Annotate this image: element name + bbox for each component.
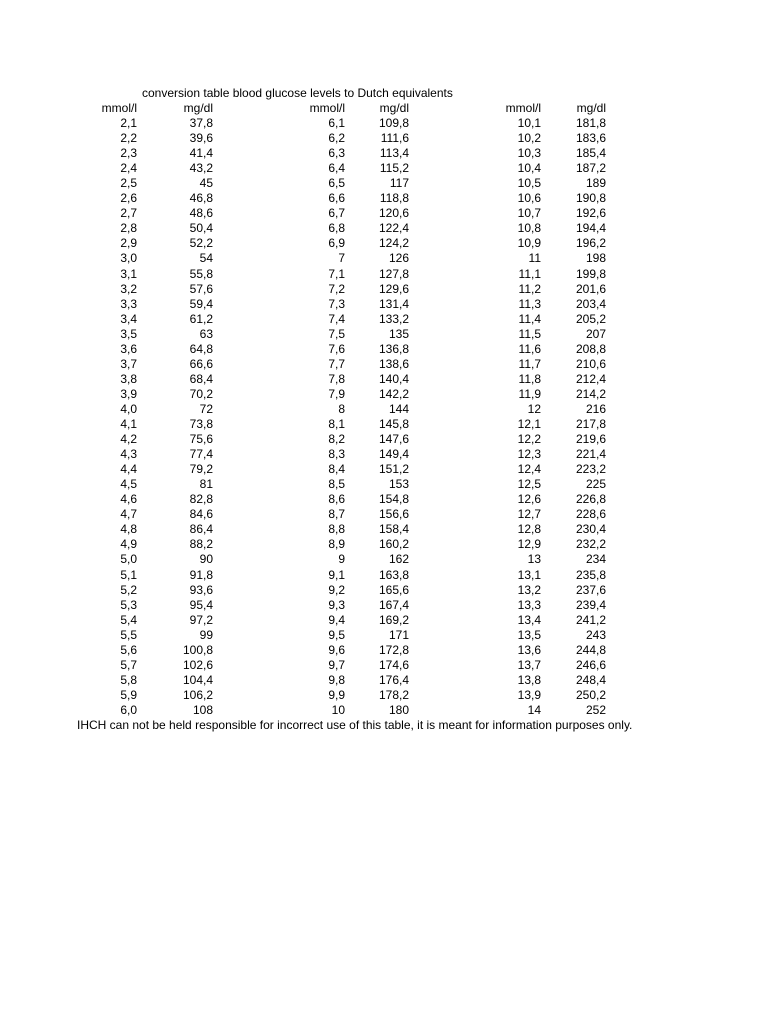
table-cell-mg-dl: 88,2 [189,537,213,552]
table-cell-mg-dl: 210,6 [575,356,606,371]
table-cell-mmol-l: 3,2 [120,281,137,296]
table-cell-mmol-l: 6,2 [328,131,345,146]
table-cell-mmol-l: 13,4 [517,612,541,627]
table-cell-mmol-l: 4,1 [120,417,137,431]
table-cell-mmol-l: 5,6 [120,642,137,657]
table-cell-mmol-l: 2,7 [120,206,137,221]
table-cell-mg-dl: 59,4 [189,296,213,311]
table-cell-mg-dl: 230,4 [575,522,606,537]
table-cell-mg-dl: 86,4 [189,522,213,537]
table-cell-mmol-l: 4,7 [120,507,137,522]
table-cell-mmol-l: 6,9 [328,236,345,251]
column-header-mg-dl-3: mg/dl [576,101,606,115]
table-cell-mg-dl: 72 [199,401,213,416]
table-cell-mmol-l: 13,2 [517,582,541,597]
table-cell-mg-dl: 50,4 [189,221,213,236]
table-cell-mg-dl: 171 [388,627,409,642]
table-cell-mg-dl: 102,6 [182,657,213,672]
table-cell-mmol-l: 8,5 [328,477,345,492]
column-header-mmol-l-3: mmol/l [505,101,541,115]
table-cell-mmol-l: 8,1 [328,417,345,431]
table-cell-mmol-l: 14 [527,702,541,717]
table-cell-mmol-l: 3,3 [120,296,137,311]
table-cell-mg-dl: 115,2 [379,161,409,176]
table-cell-mmol-l: 2,8 [120,221,137,236]
table-cell-mg-dl: 154,8 [378,492,409,507]
table-cell-mg-dl: 73,8 [189,417,213,431]
table-cell-mg-dl: 95,4 [189,597,213,612]
table-cell-mmol-l: 3,0 [120,251,137,266]
table-cell-mmol-l: 6,8 [328,221,345,236]
table-cell-mmol-l: 11,8 [518,371,541,386]
table-cell-mg-dl: 201,6 [575,281,606,296]
table-cell-mmol-l: 4,2 [120,432,137,447]
table-cell-mmol-l: 8,9 [328,537,345,552]
table-cell-mg-dl: 151,2 [378,462,409,477]
page-title: conversion table blood glucose levels to Dutch equivalents [142,86,453,100]
table-cell-mg-dl: 140,4 [378,371,409,386]
table-cell-mg-dl: 178,2 [378,687,409,702]
table-cell-mmol-l: 5,9 [120,687,137,702]
table-cell-mg-dl: 108 [192,702,213,717]
table-cell-mmol-l: 7,7 [328,356,345,371]
table-cell-mmol-l: 13,6 [517,642,541,657]
table-cell-mg-dl: 212,4 [575,371,606,386]
table-cell-mmol-l: 6,1 [328,116,345,130]
table-cell-mmol-l: 8,6 [328,492,345,507]
table-cell-mg-dl: 196,2 [575,236,606,251]
table-cell-mg-dl: 237,6 [575,582,606,597]
table-cell-mg-dl: 45 [199,176,213,191]
table-cell-mmol-l: 2,1 [120,116,137,130]
table-cell-mmol-l: 10,5 [517,176,541,191]
table-cell-mmol-l: 13,5 [517,627,541,642]
table-cell-mmol-l: 9,4 [328,612,345,627]
table-cell-mg-dl: 190,8 [575,191,606,206]
table-cell-mmol-l: 6,6 [328,191,345,206]
table-cell-mmol-l: 4,8 [120,522,137,537]
table-cell-mmol-l: 12,8 [517,522,541,537]
table-cell-mmol-l: 10,9 [517,236,541,251]
table-cell-mg-dl: 43,2 [189,161,213,176]
table-cell-mg-dl: 113,4 [379,146,409,161]
table-cell-mmol-l: 9,1 [328,567,345,582]
table-cell-mmol-l: 3,9 [120,386,137,401]
table-cell-mmol-l: 6,7 [328,206,345,221]
table-cell-mmol-l: 13,3 [517,597,541,612]
table-cell-mg-dl: 199,8 [575,266,606,281]
table-cell-mmol-l: 11,4 [518,311,541,326]
table-cell-mmol-l: 7,4 [328,311,345,326]
table-cell-mmol-l: 11 [528,251,541,266]
table-cell-mmol-l: 2,2 [120,131,137,146]
table-cell-mg-dl: 234 [585,552,606,567]
table-cell-mg-dl: 124,2 [378,236,409,251]
table-cell-mmol-l: 11,7 [518,356,541,371]
table-cell-mmol-l: 8 [338,401,345,416]
table-cell-mg-dl: 243 [585,627,606,642]
table-cell-mmol-l: 7 [338,251,345,266]
table-cell-mmol-l: 4,4 [120,462,137,477]
table-cell-mg-dl: 68,4 [189,371,213,386]
table-cell-mmol-l: 12,4 [517,462,541,477]
table-cell-mmol-l: 3,8 [120,371,137,386]
table-cell-mg-dl: 180 [388,702,409,717]
table-cell-mmol-l: 5,1 [120,567,137,582]
table-cell-mg-dl: 216 [585,401,606,416]
table-cell-mg-dl: 77,4 [189,447,213,462]
table-cell-mmol-l: 11,1 [518,266,541,281]
table-cell-mg-dl: 117 [389,176,409,191]
table-cell-mg-dl: 226,8 [575,492,606,507]
table-cell-mg-dl: 111,6 [380,131,409,146]
table-cell-mg-dl: 127,8 [378,266,409,281]
table-cell-mg-dl: 153 [388,477,409,492]
table-cell-mmol-l: 12,7 [517,507,541,522]
table-cell-mmol-l: 8,8 [328,522,345,537]
table-cell-mmol-l: 10,6 [517,191,541,206]
table-cell-mmol-l: 8,7 [328,507,345,522]
table-cell-mg-dl: 252 [585,702,606,717]
table-cell-mg-dl: 241,2 [575,612,606,627]
table-cell-mg-dl: 198 [585,251,606,266]
table-cell-mg-dl: 97,2 [189,612,213,627]
table-cell-mg-dl: 223,2 [575,462,606,477]
table-cell-mmol-l: 7,8 [328,371,345,386]
table-cell-mmol-l: 9,2 [328,582,345,597]
table-cell-mg-dl: 172,8 [378,642,409,657]
table-cell-mmol-l: 12,6 [517,492,541,507]
table-cell-mmol-l: 13,1 [517,567,541,582]
table-cell-mmol-l: 9,5 [328,627,345,642]
table-cell-mg-dl: 133,2 [378,311,409,326]
table-cell-mg-dl: 165,6 [378,582,409,597]
table-cell-mg-dl: 39,6 [189,131,213,146]
table-cell-mg-dl: 144 [388,401,409,416]
table-cell-mg-dl: 52,2 [189,236,213,251]
table-cell-mg-dl: 187,2 [575,161,606,176]
table-cell-mmol-l: 7,6 [328,341,345,356]
table-cell-mmol-l: 12,1 [517,417,541,431]
table-cell-mg-dl: 46,8 [189,191,213,206]
table-cell-mmol-l: 9,8 [328,672,345,687]
table-cell-mmol-l: 10,7 [517,206,541,221]
table-cell-mmol-l: 6,5 [328,176,345,191]
table-cell-mg-dl: 79,2 [189,462,213,477]
table-cell-mg-dl: 142,2 [378,386,409,401]
table-cell-mg-dl: 219,6 [575,432,606,447]
table-cell-mmol-l: 5,7 [120,657,137,672]
table-cell-mmol-l: 10,4 [517,161,541,176]
table-cell-mg-dl: 235,8 [575,567,606,582]
table-cell-mmol-l: 12 [527,401,541,416]
table-cell-mmol-l: 12,3 [517,447,541,462]
table-cell-mmol-l: 7,2 [328,281,345,296]
table-cell-mmol-l: 2,4 [120,161,137,176]
table-cell-mg-dl: 70,2 [189,386,213,401]
table-cell-mmol-l: 6,0 [120,702,137,717]
table-cell-mmol-l: 2,3 [120,146,137,161]
table-cell-mg-dl: 250,2 [575,687,606,702]
table-cell-mg-dl: 82,8 [189,492,213,507]
table-cell-mg-dl: 169,2 [378,612,409,627]
table-cell-mg-dl: 120,6 [378,206,409,221]
table-cell-mg-dl: 48,6 [189,206,213,221]
table-cell-mg-dl: 149,4 [378,447,409,462]
table-cell-mmol-l: 11,9 [518,386,541,401]
table-cell-mg-dl: 66,6 [189,356,213,371]
column-header-mmol-l-1: mmol/l [101,101,137,115]
table-cell-mmol-l: 7,1 [328,266,345,281]
table-cell-mmol-l: 2,5 [120,176,137,191]
table-cell-mg-dl: 163,8 [378,567,409,582]
table-cell-mg-dl: 185,4 [575,146,606,161]
table-cell-mmol-l: 13,8 [517,672,541,687]
table-cell-mg-dl: 162 [388,552,409,567]
table-cell-mg-dl: 138,6 [378,356,409,371]
table-cell-mg-dl: 246,6 [575,657,606,672]
table-cell-mmol-l: 7,5 [328,326,345,341]
table-cell-mmol-l: 12,2 [517,432,541,447]
table-cell-mg-dl: 109,8 [378,116,409,130]
table-cell-mg-dl: 131,4 [378,296,409,311]
table-cell-mmol-l: 12,9 [517,537,541,552]
table-cell-mmol-l: 5,0 [120,552,137,567]
table-cell-mmol-l: 8,3 [328,447,345,462]
table-cell-mg-dl: 106,2 [182,687,213,702]
table-cell-mg-dl: 99 [199,627,213,642]
table-cell-mmol-l: 10,3 [517,146,541,161]
table-cell-mg-dl: 181,8 [575,116,606,130]
table-cell-mg-dl: 232,2 [575,537,606,552]
table-cell-mg-dl: 63 [199,326,213,341]
table-cell-mg-dl: 136,8 [378,341,409,356]
table-cell-mg-dl: 91,8 [189,567,213,582]
table-cell-mmol-l: 9,3 [328,597,345,612]
table-cell-mmol-l: 5,5 [120,627,137,642]
table-cell-mg-dl: 129,6 [378,281,409,296]
table-cell-mmol-l: 3,4 [120,311,137,326]
table-cell-mg-dl: 81 [199,477,213,492]
table-cell-mmol-l: 4,5 [120,477,137,492]
column-header-mmol-l-2: mmol/l [309,101,345,115]
table-cell-mg-dl: 100,8 [182,642,213,657]
table-cell-mg-dl: 135 [388,326,409,341]
table-cell-mmol-l: 9,6 [328,642,345,657]
table-cell-mmol-l: 3,1 [120,266,137,281]
table-cell-mg-dl: 208,8 [575,341,606,356]
table-cell-mmol-l: 3,5 [120,326,137,341]
table-cell-mg-dl: 248,4 [575,672,606,687]
table-cell-mg-dl: 214,2 [575,386,606,401]
table-cell-mmol-l: 11,6 [518,341,541,356]
table-cell-mmol-l: 9,9 [328,687,345,702]
table-cell-mg-dl: 207 [585,326,606,341]
table-cell-mmol-l: 13 [527,552,541,567]
table-cell-mg-dl: 217,8 [575,417,606,431]
table-cell-mmol-l: 11,3 [518,296,541,311]
table-cell-mmol-l: 13,9 [517,687,541,702]
table-cell-mmol-l: 13,7 [517,657,541,672]
table-cell-mmol-l: 6,3 [328,146,345,161]
table-cell-mmol-l: 8,2 [328,432,345,447]
table-cell-mg-dl: 156,6 [378,507,409,522]
table-cell-mg-dl: 192,6 [575,206,606,221]
table-cell-mmol-l: 11,2 [518,281,541,296]
column-header-mg-dl-1: mg/dl [183,101,213,115]
table-cell-mg-dl: 126 [388,251,409,266]
table-cell-mmol-l: 2,6 [120,191,137,206]
table-cell-mg-dl: 244,8 [575,642,606,657]
table-cell-mg-dl: 225 [585,477,606,492]
table-cell-mmol-l: 9 [338,552,345,567]
table-cell-mg-dl: 118,8 [379,191,409,206]
table-cell-mmol-l: 6,4 [328,161,345,176]
table-cell-mg-dl: 93,6 [189,582,213,597]
table-cell-mmol-l: 10,1 [517,116,541,130]
table-cell-mmol-l: 5,2 [120,582,137,597]
table-cell-mmol-l: 12,5 [517,477,541,492]
table-cell-mg-dl: 189 [585,176,606,191]
disclaimer-footer: IHCH can not be held responsible for incorrect use of this table, it is meant for information purposes only. [77,718,633,732]
table-cell-mmol-l: 4,3 [120,447,137,462]
table-cell-mmol-l: 4,6 [120,492,137,507]
table-cell-mg-dl: 158,4 [378,522,409,537]
table-cell-mg-dl: 104,4 [182,672,213,687]
table-cell-mmol-l: 3,6 [120,341,137,356]
table-cell-mg-dl: 61,2 [189,311,213,326]
table-cell-mmol-l: 10 [331,702,345,717]
table-cell-mmol-l: 3,7 [120,356,137,371]
table-cell-mg-dl: 203,4 [575,296,606,311]
table-cell-mg-dl: 228,6 [575,507,606,522]
table-cell-mmol-l: 10,2 [517,131,541,146]
table-cell-mmol-l: 7,9 [328,386,345,401]
table-cell-mg-dl: 239,4 [575,597,606,612]
table-cell-mmol-l: 9,7 [328,657,345,672]
table-cell-mg-dl: 205,2 [575,311,606,326]
table-cell-mg-dl: 183,6 [575,131,606,146]
table-cell-mg-dl: 57,6 [189,281,213,296]
table-cell-mg-dl: 174,6 [378,657,409,672]
table-cell-mmol-l: 8,4 [328,462,345,477]
table-cell-mmol-l: 4,9 [120,537,137,552]
table-cell-mmol-l: 4,0 [120,401,137,416]
table-cell-mg-dl: 221,4 [575,447,606,462]
table-cell-mg-dl: 37,8 [189,116,213,130]
table-cell-mg-dl: 41,4 [189,146,213,161]
table-cell-mmol-l: 10,8 [517,221,541,236]
table-cell-mmol-l: 2,9 [120,236,137,251]
table-cell-mmol-l: 5,3 [120,597,137,612]
table-cell-mg-dl: 194,4 [575,221,606,236]
table-cell-mmol-l: 5,4 [120,612,137,627]
table-cell-mg-dl: 55,8 [189,266,213,281]
table-cell-mg-dl: 64,8 [189,341,213,356]
table-cell-mmol-l: 5,8 [120,672,137,687]
table-cell-mg-dl: 167,4 [378,597,409,612]
table-cell-mg-dl: 145,8 [378,417,409,431]
table-cell-mg-dl: 122,4 [378,221,409,236]
table-cell-mg-dl: 54 [199,251,213,266]
table-cell-mg-dl: 84,6 [189,507,213,522]
table-cell-mg-dl: 160,2 [378,537,409,552]
table-cell-mg-dl: 90 [199,552,213,567]
table-cell-mmol-l: 7,3 [328,296,345,311]
table-cell-mg-dl: 75,6 [189,432,213,447]
table-cell-mg-dl: 176,4 [378,672,409,687]
table-cell-mg-dl: 147,6 [378,432,409,447]
column-header-mg-dl-2: mg/dl [379,101,409,115]
table-cell-mmol-l: 11,5 [518,326,541,341]
